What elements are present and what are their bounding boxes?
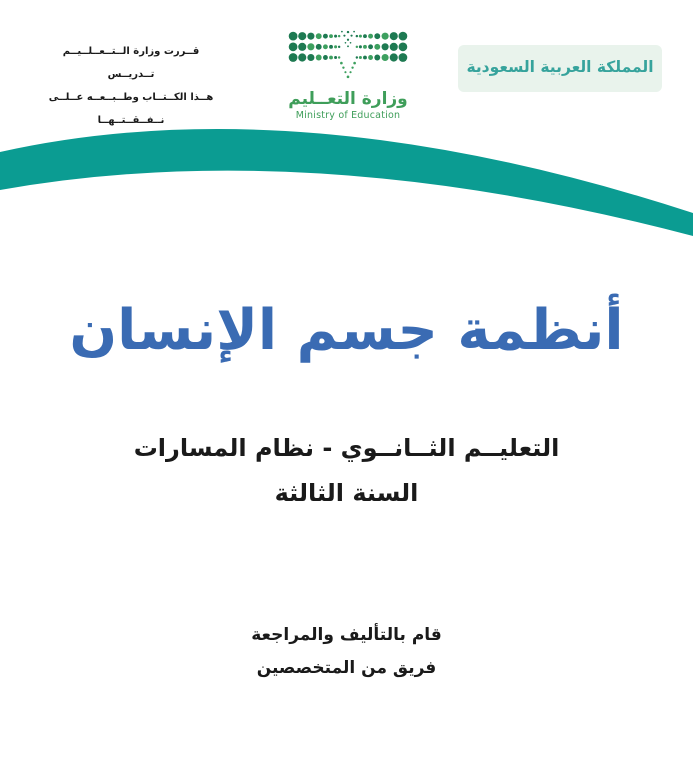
ministry-logo-dots-icon xyxy=(287,27,409,88)
ministry-logo xyxy=(281,27,415,122)
subtitle-year: السنة الثالثة xyxy=(274,479,419,507)
credits-team: فريق من المتخصصين xyxy=(256,658,437,678)
decree-line-2: هــذا الكــتــاب وطــبــعــه عــلــى نــفــقــتــهــا xyxy=(48,92,214,126)
ministry-wordmark-arabic: وزارة التعــليم xyxy=(288,89,408,109)
decree-line-1: قــررت وزارة الــتــعــلــيــم تــدريــس xyxy=(62,46,200,80)
ministry-wordmark-english: Ministry of Education xyxy=(295,110,401,121)
book-title: أنظمة جسم الإنسان xyxy=(69,298,624,363)
decree-statement xyxy=(42,40,220,132)
credits-block xyxy=(0,619,693,685)
country-badge: المملكة العربية السعودية xyxy=(458,45,662,92)
subtitle-stage: التعليــم الثــانــوي - نظام المسارات xyxy=(133,434,560,462)
credits-role: قام بالتأليف والمراجعة xyxy=(251,625,442,645)
